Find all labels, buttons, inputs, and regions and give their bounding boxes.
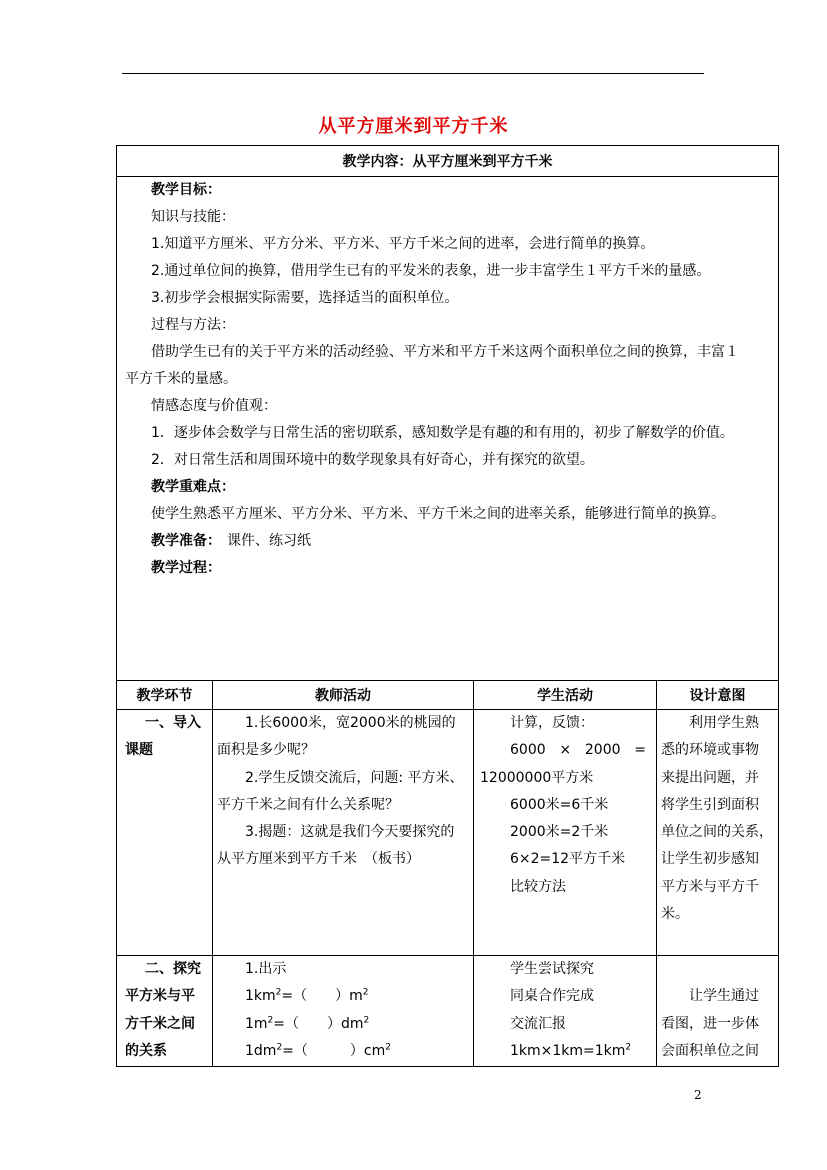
table-row-explore xyxy=(117,956,779,1067)
intro-intent-line: 利用学生熟 xyxy=(689,715,759,731)
intro-intent-line: 悉的环境或事物 xyxy=(661,742,759,759)
preparation-materials: 课件、练习纸 xyxy=(227,533,311,549)
objectives-list xyxy=(125,177,770,582)
intro-intent-line: 来提出问题，并 xyxy=(661,769,759,786)
intro-teacher-line: 平方千米之间有什么关系呢？ xyxy=(217,796,399,813)
explore-student-line: 学生尝试探究 xyxy=(510,961,594,977)
intro-student-line: 2000米=2千米 xyxy=(510,824,609,841)
intro-teacher-line: 面积是多少呢？ xyxy=(217,742,315,759)
intro-student-cell xyxy=(474,710,657,956)
header-rule xyxy=(122,73,704,74)
intro-teacher-cell xyxy=(213,710,474,956)
intro-student-calc xyxy=(480,737,650,764)
objective-line: 使学生熟悉平方厘米、平方分米、平方米、平方千米之间的进率关系，能够进行简单的换算。 xyxy=(151,506,725,522)
calc-operand-a: 6000 xyxy=(510,742,546,759)
column-header-stage: 教学环节 xyxy=(117,681,213,710)
column-header-intent: 设计意图 xyxy=(657,681,779,710)
explore-stage-cell xyxy=(117,956,213,1067)
explore-intent-cell xyxy=(657,956,779,1067)
objective-line: 1．逐步体会数学与日常生活的密切联系，感知数学是有趣的和有用的，初步了解数学的价值。 xyxy=(151,425,734,441)
intro-stage-line1: 一、导入 xyxy=(145,715,201,731)
explore-intent-line: 会面积单位之间 xyxy=(661,1042,759,1059)
intro-intent-line: 让学生初步感知 xyxy=(661,851,759,868)
objective-line: 3.初步学会根据实际需要，选择适当的面积单位。 xyxy=(151,290,459,306)
intro-teacher-line: 3.揭题：这就是我们今天要探究的 xyxy=(245,824,455,841)
intro-student-line: 6000米=6千米 xyxy=(510,796,609,813)
intro-stage-line2: 课题 xyxy=(125,742,153,759)
objectives-section xyxy=(117,177,779,681)
column-header-student: 学生活动 xyxy=(474,681,657,710)
explore-stage-line: 方千米之间 xyxy=(125,1015,195,1032)
page-number: 2 xyxy=(694,1088,702,1102)
intro-student-line: 比较方法 xyxy=(510,878,566,895)
explore-intent-line xyxy=(661,956,774,983)
objective-line: 教学重难点： xyxy=(151,479,235,495)
objective-line: 平方千米的量感。 xyxy=(125,371,237,387)
column-header-row xyxy=(117,681,779,710)
calc-operand-b: 2000 xyxy=(584,742,621,759)
explore-stage-line: 的关系 xyxy=(125,1042,167,1059)
intro-stage-cell xyxy=(117,710,213,956)
explore-teacher-cell xyxy=(213,956,474,1067)
explore-student-line: 交流汇报 xyxy=(510,1015,566,1032)
document-title: 从平方厘米到平方千米 xyxy=(318,116,509,137)
objective-line: 情感态度与价值观： xyxy=(151,398,277,414)
intro-teacher-line: 1.长6000米，宽2000米的桃园的 xyxy=(245,715,456,731)
explore-intent-line: 看图，进一步体 xyxy=(661,1015,759,1032)
objective-line: 知识与技能： xyxy=(151,209,235,225)
calc-operator: × xyxy=(559,742,572,759)
intro-student-line: 12000000平方米 xyxy=(480,769,594,786)
explore-stage-line: 二、探究 xyxy=(145,961,201,977)
objective-line: 教学目标： xyxy=(151,182,221,198)
intro-intent-line: 平方米与平方千 xyxy=(661,878,759,895)
column-header-teacher: 教师活动 xyxy=(213,681,474,710)
explore-student-calc: $1km\times 1km=1km^2$ xyxy=(510,1042,632,1059)
objective-line: 教学过程： xyxy=(151,560,221,576)
intro-teacher-line: 2.学生反馈交流后，问题: 平方米、 xyxy=(245,769,464,786)
explore-teacher-title: 1.出示 xyxy=(245,961,287,977)
objective-line: 2．对日常生活和周围环境中的数学现象具有好奇心，并有探究的欲望。 xyxy=(151,452,594,468)
explore-intent-line: 让学生通过 xyxy=(689,988,759,1005)
objective-line: 过程与方法： xyxy=(151,317,235,333)
explore-student-line: 同桌合作完成 xyxy=(510,988,594,1005)
teaching-content-header: 教学内容：从平方厘米到平方千米 xyxy=(117,146,779,177)
intro-intent-line: 米。 xyxy=(661,906,689,923)
intro-teacher-line: 从平方厘米到平方千米 （板书） xyxy=(217,851,420,868)
explore-student-cell xyxy=(474,956,657,1067)
intro-intent-line: 将学生引到面积 xyxy=(661,796,759,813)
objective-line: 1.知道平方厘米、平方分米、平方米、平方千米之间的进率，会进行简单的换算。 xyxy=(151,236,655,252)
unit-conversion-line-km: $1km^2=$（ ）$m^2$ xyxy=(245,987,369,1005)
intro-student-line: 计算，反馈： xyxy=(510,715,594,731)
objective-line: 教学准备： 课件、练习纸 xyxy=(151,533,311,549)
calc-equals: = xyxy=(634,742,646,759)
intro-intent-line: 单位之间的关系， xyxy=(661,824,773,841)
lesson-plan-table xyxy=(116,145,779,1067)
objective-line: 2.通过单位间的换算，借用学生已有的平发米的表象，进一步丰富学生１平方千米的量感。 xyxy=(151,263,711,279)
table-row-intro xyxy=(117,710,779,956)
objective-line: 借助学生已有的关于平方米的活动经验、平方米和平方千米这两个面积单位之间的换算，丰富１ xyxy=(151,344,739,360)
explore-stage-line: 平方米与平 xyxy=(125,988,195,1005)
unit-conversion-line-dm: $1dm^2=$（ ）$cm^2$ xyxy=(245,1042,391,1059)
intro-student-line: 6×2=12平方千米 xyxy=(510,851,626,868)
unit-conversion-line-m: $1m^2=$（ ）$dm^2$ xyxy=(245,1014,370,1032)
intro-intent-cell xyxy=(657,710,779,956)
